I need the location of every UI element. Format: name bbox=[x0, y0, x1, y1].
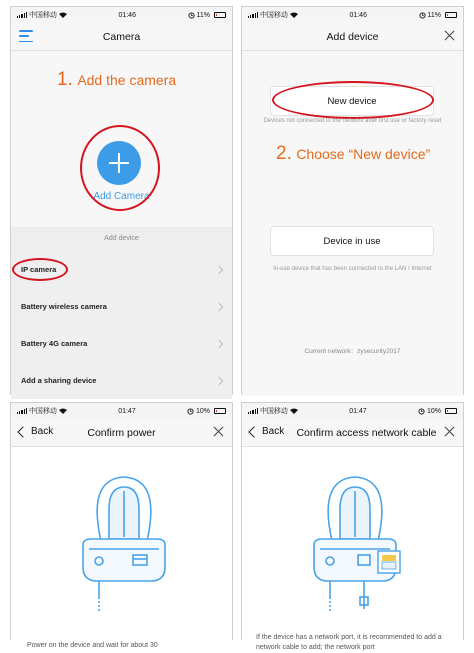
carrier-label: 中国移动 bbox=[259, 408, 288, 415]
camera-device-illustration bbox=[300, 469, 420, 619]
carrier-label: 中国移动 bbox=[259, 12, 288, 19]
step-text: Choose “New device” bbox=[296, 146, 431, 162]
page-title: Confirm power bbox=[87, 426, 156, 439]
clock: 01:46 bbox=[118, 11, 136, 19]
new-device-button[interactable]: New device bbox=[270, 86, 434, 116]
battery-percent: 11% bbox=[196, 11, 210, 19]
menu-icon bbox=[19, 30, 33, 42]
back-button[interactable] bbox=[19, 426, 53, 437]
chevron-right-icon bbox=[215, 302, 223, 310]
device-in-use-hint: In-use device that has been connected to the LAN / Internet bbox=[273, 266, 432, 272]
status-bar bbox=[11, 7, 232, 23]
nav-bar bbox=[242, 23, 463, 51]
clock: 01:47 bbox=[118, 407, 136, 415]
nav-bar bbox=[11, 23, 232, 51]
confirm-power-screen bbox=[10, 402, 233, 649]
section-label: Add device bbox=[11, 227, 232, 251]
page-title: Camera bbox=[102, 30, 141, 43]
battery-icon bbox=[445, 12, 457, 18]
chevron-left-icon bbox=[17, 426, 28, 437]
signal-icon bbox=[248, 12, 258, 18]
close-icon bbox=[444, 426, 455, 437]
close-icon bbox=[213, 426, 224, 437]
wifi-icon bbox=[59, 408, 67, 414]
list-item-ip-camera[interactable] bbox=[11, 251, 232, 288]
instruction-body bbox=[11, 447, 232, 649]
battery-icon bbox=[214, 12, 226, 18]
alarm-icon bbox=[419, 12, 426, 19]
camera-device-illustration bbox=[69, 469, 179, 619]
status-bar bbox=[11, 403, 232, 419]
carrier-label: 中国移动 bbox=[28, 12, 57, 19]
nav-bar bbox=[242, 419, 463, 447]
alarm-icon bbox=[188, 12, 195, 19]
clock: 01:46 bbox=[349, 11, 367, 19]
signal-icon bbox=[17, 408, 27, 414]
status-bar bbox=[242, 7, 463, 23]
list-item-label: IP camera bbox=[21, 265, 57, 274]
highlight-circle bbox=[80, 125, 160, 211]
add-device-body bbox=[242, 51, 463, 396]
battery-percent: 11% bbox=[427, 11, 441, 19]
step-number: 2. bbox=[276, 143, 292, 164]
device-type-list bbox=[11, 251, 232, 399]
list-item-battery-wireless[interactable] bbox=[11, 288, 232, 325]
chevron-right-icon bbox=[215, 339, 223, 347]
battery-icon bbox=[214, 408, 226, 414]
wifi-icon bbox=[290, 408, 298, 414]
step-annotation bbox=[276, 143, 430, 165]
page-title: Confirm access network cable bbox=[296, 426, 437, 439]
add-camera-label[interactable]: Add Camera bbox=[93, 191, 150, 202]
alarm-icon bbox=[187, 408, 194, 415]
clock: 01:47 bbox=[349, 407, 367, 415]
back-label: Back bbox=[31, 426, 54, 437]
instruction-text: If the device has a network port, it is recommended to add a network cable to add; the network port bbox=[256, 634, 442, 651]
wifi-icon bbox=[59, 12, 67, 18]
alarm-icon bbox=[418, 408, 425, 415]
battery-icon bbox=[445, 408, 457, 414]
close-icon bbox=[444, 30, 455, 41]
list-item-label: Battery 4G camera bbox=[21, 339, 88, 348]
list-item-sharing-device[interactable] bbox=[11, 362, 232, 399]
add-camera-area bbox=[11, 51, 232, 227]
device-in-use-button[interactable]: Device in use bbox=[270, 226, 434, 256]
battery-percent: 10% bbox=[195, 407, 210, 415]
new-device-hint: Devices not connected to the network after first use or factory reset bbox=[263, 118, 442, 124]
signal-icon bbox=[248, 408, 258, 414]
close-button[interactable] bbox=[444, 426, 455, 437]
back-label: Back bbox=[262, 426, 285, 437]
list-item-battery-4g[interactable] bbox=[11, 325, 232, 362]
page-title: Add device bbox=[326, 30, 379, 43]
instruction-text: Power on the device and wait for about 30 bbox=[27, 642, 158, 649]
battery-percent: 10% bbox=[426, 407, 441, 415]
chevron-left-icon bbox=[248, 426, 259, 437]
wifi-icon bbox=[290, 12, 298, 18]
nav-bar bbox=[11, 419, 232, 447]
highlight-circle bbox=[272, 81, 434, 119]
menu-button[interactable] bbox=[19, 30, 33, 42]
instruction-body bbox=[242, 447, 463, 651]
add-device-screen bbox=[241, 6, 464, 395]
step-number: 1. bbox=[57, 69, 73, 90]
close-button[interactable] bbox=[444, 30, 455, 41]
highlight-circle bbox=[12, 258, 68, 281]
camera-screen bbox=[10, 6, 233, 395]
signal-icon bbox=[17, 12, 27, 18]
chevron-right-icon bbox=[215, 376, 223, 384]
status-bar bbox=[242, 403, 463, 419]
list-item-label: Add a sharing device bbox=[21, 376, 97, 385]
chevron-right-icon bbox=[215, 265, 223, 273]
close-button[interactable] bbox=[213, 426, 224, 437]
step-text: Add the camera bbox=[77, 72, 177, 88]
current-network: Current network：zysecurity2017 bbox=[304, 348, 401, 355]
carrier-label: 中国移动 bbox=[28, 408, 57, 415]
step-annotation bbox=[57, 69, 176, 91]
list-item-label: Battery wireless camera bbox=[21, 302, 107, 311]
back-button[interactable] bbox=[250, 426, 284, 437]
confirm-network-cable-screen bbox=[241, 402, 464, 651]
